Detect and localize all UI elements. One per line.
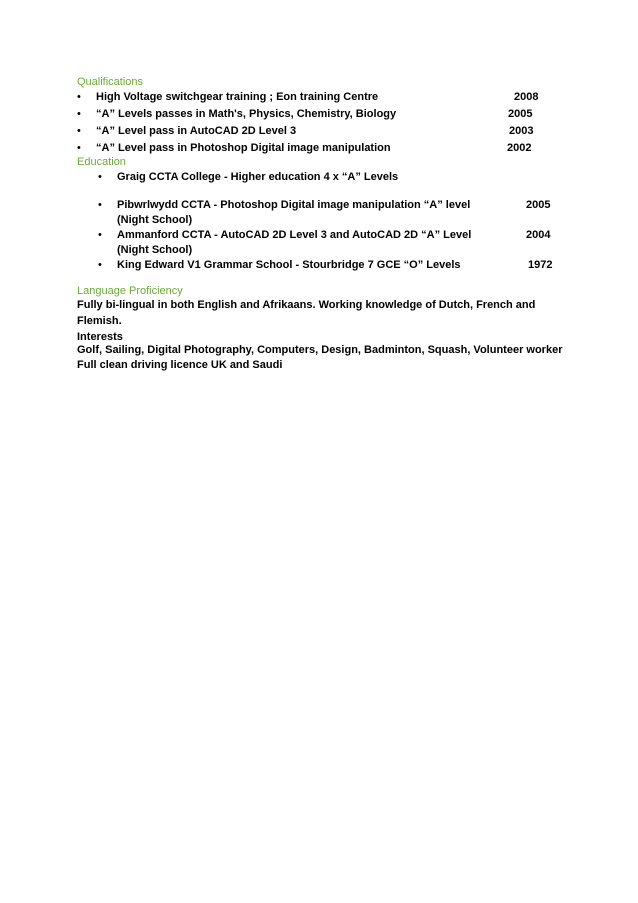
education-text: Pibwrlwydd CCTA - Photoshop Digital image manipulation “A” level xyxy=(117,199,471,211)
driving-licence-line: Full clean driving licence UK and Saudi xyxy=(77,359,283,371)
education-year: 2005 xyxy=(526,199,551,211)
education-text: King Edward V1 Grammar School - Stourbridge 7 GCE “O” Levels xyxy=(117,259,461,271)
education-year: 2004 xyxy=(526,229,551,241)
bullet-icon: • xyxy=(77,125,81,137)
qualification-text: “A” Levels passes in Math's, Physics, Chemistry, Biology xyxy=(96,108,397,120)
bullet-icon: • xyxy=(77,108,81,120)
interests-text-line-1: Golf, Sailing, Digital Photography, Computers, Design, Badminton, Squash, Volunteer worker xyxy=(77,344,563,356)
education-note: (Night School) xyxy=(117,244,193,256)
qualification-year: 2002 xyxy=(507,142,532,154)
education-text: Graig CCTA College - Higher education 4 x “A” Levels xyxy=(117,171,399,183)
qualification-item xyxy=(77,142,547,159)
qualification-item xyxy=(77,125,547,142)
qualification-item xyxy=(77,91,547,108)
interests-heading: Interests xyxy=(77,331,123,343)
bullet-icon: • xyxy=(98,229,102,241)
education-text: Ammanford CCTA - AutoCAD 2D Level 3 and AutoCAD 2D “A” Level xyxy=(117,229,472,241)
bullet-icon: • xyxy=(77,142,81,154)
bullet-icon: • xyxy=(98,199,102,211)
education-note: (Night School) xyxy=(117,214,193,226)
language-text-line-1: Fully bi-lingual in both English and Afrikaans. Working knowledge of Dutch, French and xyxy=(77,299,536,311)
language-text-line-2: Flemish. xyxy=(77,315,122,327)
qualification-text: High Voltage switchgear training ; Eon training Centre xyxy=(96,91,379,103)
language-heading: Language Proficiency xyxy=(77,285,183,297)
bullet-icon: • xyxy=(98,259,102,271)
education-item xyxy=(98,171,558,188)
bullet-icon: • xyxy=(98,171,102,183)
qualification-year: 2003 xyxy=(509,125,534,137)
bullet-icon: • xyxy=(77,91,81,103)
education-year: 1972 xyxy=(528,259,553,271)
qualification-text: “A” Level pass in AutoCAD 2D Level 3 xyxy=(96,125,297,137)
qualifications-heading: Qualifications xyxy=(77,76,144,88)
education-item xyxy=(98,259,558,276)
education-heading: Education xyxy=(77,156,126,168)
qualification-item xyxy=(77,108,547,125)
qualification-text: “A” Level pass in Photoshop Digital image manipulation xyxy=(96,142,391,154)
qualification-year: 2008 xyxy=(514,91,539,103)
qualification-year: 2005 xyxy=(508,108,533,120)
